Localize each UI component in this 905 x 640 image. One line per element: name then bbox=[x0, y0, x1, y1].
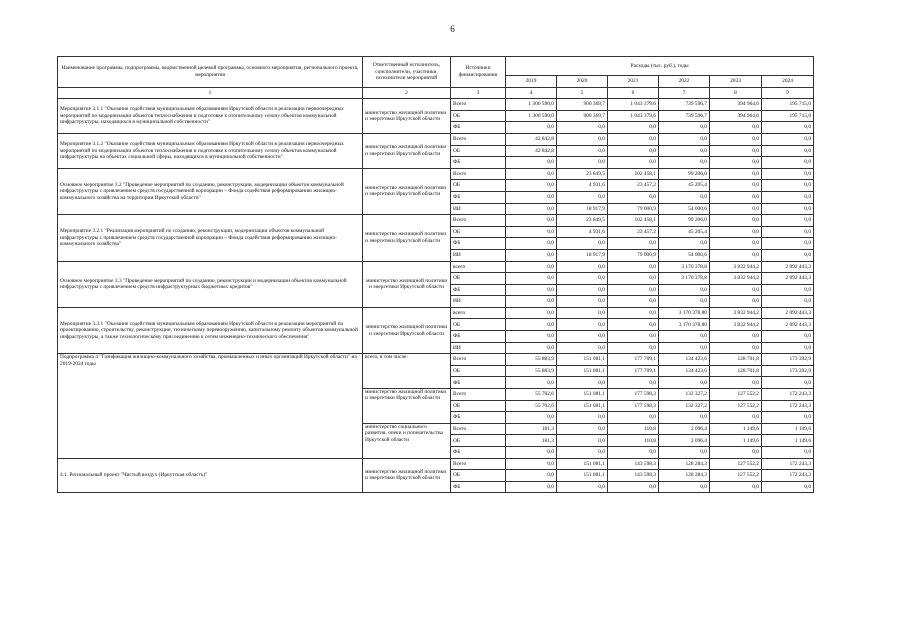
row-value-cell: 0,0 bbox=[506, 481, 557, 493]
row-value-cell: 0,0 bbox=[762, 122, 814, 134]
row-value-cell: 0,0 bbox=[506, 319, 557, 331]
row-value-cell: 0,0 bbox=[506, 377, 557, 389]
table-row bbox=[58, 261, 814, 273]
row-source-cell: всего bbox=[451, 261, 506, 273]
row-value-cell: 3 832 944,2 bbox=[710, 307, 762, 319]
row-value-cell: 900 369,7 bbox=[557, 99, 608, 111]
row-source-cell: Всего bbox=[451, 215, 506, 227]
row-value-cell: 0,0 bbox=[557, 122, 608, 134]
row-value-cell: 45 205,4 bbox=[659, 226, 710, 238]
row-source-cell: ФБ bbox=[451, 122, 506, 134]
row-value-cell: 0,0 bbox=[762, 377, 814, 389]
row-value-cell: 3 832 944,2 bbox=[710, 261, 762, 273]
row-value-cell: 0,0 bbox=[506, 331, 557, 343]
row-value-cell: 2 092 443,3 bbox=[762, 319, 814, 331]
row-value-cell: 99 206,0 bbox=[659, 168, 710, 180]
row-value-cell: 79 000,9 bbox=[608, 249, 659, 261]
row-executor-cell: министерство жилищной политики и энергетики Иркутской области bbox=[363, 133, 451, 168]
row-source-cell: ОБ bbox=[451, 273, 506, 285]
row-value-cell: 0,0 bbox=[557, 423, 608, 435]
row-value-cell: 0,0 bbox=[710, 122, 762, 134]
row-value-cell: 18 917,9 bbox=[557, 249, 608, 261]
row-value-cell: 0,0 bbox=[608, 284, 659, 296]
row-value-cell: 0,0 bbox=[710, 342, 762, 354]
row-source-cell: Всего bbox=[451, 458, 506, 470]
row-value-cell: 0,0 bbox=[762, 168, 814, 180]
column-index: 6 bbox=[608, 87, 659, 99]
row-value-cell: 4 931,6 bbox=[557, 226, 608, 238]
row-value-cell: 0,0 bbox=[762, 296, 814, 308]
row-value-cell: 0,0 bbox=[659, 481, 710, 493]
row-value-cell: 0,0 bbox=[762, 342, 814, 354]
row-value-cell: 739 596,7 bbox=[659, 99, 710, 111]
row-value-cell: 0,0 bbox=[608, 342, 659, 354]
row-value-cell: 0,0 bbox=[659, 238, 710, 250]
header-source: Источники финансирования bbox=[451, 57, 506, 88]
row-value-cell: 0,0 bbox=[659, 447, 710, 459]
header-year: 2024 bbox=[762, 76, 814, 88]
row-source-cell: ФБ bbox=[451, 447, 506, 459]
row-value-cell: 0,0 bbox=[710, 481, 762, 493]
table-row bbox=[58, 133, 814, 145]
row-value-cell: 0,0 bbox=[608, 412, 659, 424]
row-value-cell: 0,0 bbox=[608, 319, 659, 331]
row-value-cell: 0,0 bbox=[608, 261, 659, 273]
row-value-cell: 132 327,2 bbox=[659, 389, 710, 401]
row-value-cell: 1 149,6 bbox=[762, 435, 814, 447]
row-source-cell: Всего bbox=[451, 133, 506, 145]
row-value-cell: 127 552,2 bbox=[710, 400, 762, 412]
row-value-cell: 0,0 bbox=[710, 226, 762, 238]
row-value-cell: 0,0 bbox=[710, 447, 762, 459]
table-row bbox=[58, 458, 814, 470]
row-value-cell: 0,0 bbox=[506, 447, 557, 459]
row-value-cell: 177 598,3 bbox=[608, 400, 659, 412]
row-value-cell: 127 552,2 bbox=[710, 458, 762, 470]
row-value-cell: 128 284,3 bbox=[659, 470, 710, 482]
row-value-cell: 0,0 bbox=[762, 249, 814, 261]
row-source-cell: Всего bbox=[451, 423, 506, 435]
row-value-cell: 172 243,3 bbox=[762, 389, 814, 401]
row-value-cell: 0,0 bbox=[506, 157, 557, 169]
row-value-cell: 0,0 bbox=[762, 447, 814, 459]
row-value-cell: 394 964,6 bbox=[710, 110, 762, 122]
row-value-cell: 0,0 bbox=[608, 133, 659, 145]
column-index: 8 bbox=[710, 87, 762, 99]
row-value-cell: 151 081,1 bbox=[557, 470, 608, 482]
row-value-cell: 0,0 bbox=[557, 377, 608, 389]
row-value-cell: 54 000,6 bbox=[659, 249, 710, 261]
row-value-cell: 0,0 bbox=[608, 331, 659, 343]
row-value-cell: 181,3 bbox=[506, 423, 557, 435]
row-source-cell: Всего bbox=[451, 168, 506, 180]
row-executor-cell: министерство жилищной политики и энергетики Иркутской области bbox=[363, 99, 451, 134]
row-value-cell: 0,0 bbox=[506, 191, 557, 203]
row-value-cell: 0,0 bbox=[557, 133, 608, 145]
row-value-cell: 0,0 bbox=[608, 296, 659, 308]
row-value-cell: 0,0 bbox=[506, 122, 557, 134]
row-value-cell: 0,0 bbox=[710, 284, 762, 296]
row-value-cell: 55 883,9 bbox=[506, 354, 557, 366]
row-value-cell: 0,0 bbox=[557, 273, 608, 285]
row-value-cell: 181,3 bbox=[506, 435, 557, 447]
row-value-cell: 0,0 bbox=[506, 238, 557, 250]
row-value-cell: 0,0 bbox=[608, 447, 659, 459]
row-value-cell: 0,0 bbox=[659, 122, 710, 134]
column-index-row bbox=[58, 87, 814, 99]
row-value-cell: 23 457,2 bbox=[608, 226, 659, 238]
row-executor-cell: министерство жилищной политики и энергетики Иркутской области bbox=[363, 215, 451, 261]
column-index: 7 bbox=[659, 87, 710, 99]
row-value-cell: 0,0 bbox=[659, 342, 710, 354]
row-value-cell: 0,0 bbox=[557, 319, 608, 331]
row-value-cell: 3 170 378,80 bbox=[659, 319, 710, 331]
row-source-cell: ИИ bbox=[451, 203, 506, 215]
row-source-cell: ОБ bbox=[451, 226, 506, 238]
row-value-cell: 0,0 bbox=[506, 273, 557, 285]
header-executor: Ответственный исполнитель, соисполнители, участники, исполнители мероприятий bbox=[363, 57, 451, 88]
row-value-cell: 42 842,8 bbox=[506, 133, 557, 145]
row-value-cell: 132 327,2 bbox=[659, 400, 710, 412]
row-value-cell: 177 709,1 bbox=[608, 354, 659, 366]
row-source-cell: Всего bbox=[451, 99, 506, 111]
row-value-cell: 0,0 bbox=[762, 191, 814, 203]
row-value-cell: 0,0 bbox=[557, 481, 608, 493]
row-source-cell: ФБ bbox=[451, 238, 506, 250]
row-value-cell: 0,0 bbox=[506, 342, 557, 354]
row-value-cell: 0,0 bbox=[762, 215, 814, 227]
row-value-cell: 195 715,0 bbox=[762, 99, 814, 111]
row-value-cell: 18 917,9 bbox=[557, 203, 608, 215]
row-value-cell: 110,8 bbox=[608, 423, 659, 435]
row-name-cell: 4.1. Региональный проект "Чистый воздух (Иркутская область)" bbox=[58, 458, 363, 493]
row-value-cell: 0,0 bbox=[762, 226, 814, 238]
header-year: 2022 bbox=[659, 76, 710, 88]
page-number: 6 bbox=[450, 24, 455, 34]
row-value-cell: 2 092 443,3 bbox=[762, 261, 814, 273]
row-value-cell: 0,0 bbox=[506, 261, 557, 273]
row-value-cell: 0,0 bbox=[710, 238, 762, 250]
row-source-cell: Всего bbox=[451, 389, 506, 401]
row-value-cell: 0,0 bbox=[506, 215, 557, 227]
row-executor-cell: министерство жилищной политики и энергетики Иркутской области bbox=[363, 307, 451, 353]
row-source-cell: ФБ bbox=[451, 331, 506, 343]
row-value-cell: 172 243,3 bbox=[762, 458, 814, 470]
row-value-cell: 0,0 bbox=[710, 296, 762, 308]
row-executor-cell: всего, в том числе: bbox=[363, 354, 451, 389]
row-value-cell: 0,0 bbox=[762, 145, 814, 157]
row-source-cell: ИИ bbox=[451, 296, 506, 308]
row-value-cell: 0,0 bbox=[710, 377, 762, 389]
row-value-cell: 1 300 590,0 bbox=[506, 99, 557, 111]
row-value-cell: 1 149,6 bbox=[762, 423, 814, 435]
row-value-cell: 23 849,5 bbox=[557, 215, 608, 227]
row-value-cell: 0,0 bbox=[506, 458, 557, 470]
row-value-cell: 0,0 bbox=[608, 307, 659, 319]
row-executor-cell: министерство социального развития, опеки и попечительства Иркутской области bbox=[363, 423, 451, 458]
table-header bbox=[58, 57, 814, 99]
row-value-cell: 0,0 bbox=[710, 133, 762, 145]
row-source-cell: ОБ bbox=[451, 435, 506, 447]
row-value-cell: 1 149,6 bbox=[710, 423, 762, 435]
row-value-cell: 0,0 bbox=[710, 168, 762, 180]
row-value-cell: 2 096,4 bbox=[659, 423, 710, 435]
row-value-cell: 55 883,9 bbox=[506, 365, 557, 377]
row-value-cell: 128 701,8 bbox=[710, 354, 762, 366]
row-value-cell: 0,0 bbox=[557, 296, 608, 308]
row-source-cell: ФБ bbox=[451, 377, 506, 389]
row-value-cell: 0,0 bbox=[710, 249, 762, 261]
row-value-cell: 0,0 bbox=[659, 133, 710, 145]
row-value-cell: 0,0 bbox=[710, 331, 762, 343]
row-value-cell: 394 964,6 bbox=[710, 99, 762, 111]
row-value-cell: 0,0 bbox=[557, 284, 608, 296]
row-value-cell: 0,0 bbox=[608, 145, 659, 157]
row-source-cell: ОБ bbox=[451, 110, 506, 122]
row-value-cell: 23 849,5 bbox=[557, 168, 608, 180]
column-index: 3 bbox=[451, 87, 506, 99]
row-value-cell: 0,0 bbox=[710, 203, 762, 215]
table-row bbox=[58, 354, 814, 366]
row-value-cell: 0,0 bbox=[557, 331, 608, 343]
row-value-cell: 0,0 bbox=[557, 191, 608, 203]
row-source-cell: ОБ bbox=[451, 470, 506, 482]
row-value-cell: 0,0 bbox=[659, 157, 710, 169]
row-value-cell: 102 458,1 bbox=[608, 168, 659, 180]
row-value-cell: 0,0 bbox=[608, 377, 659, 389]
row-value-cell: 134 423,6 bbox=[659, 365, 710, 377]
row-source-cell: ФБ bbox=[451, 412, 506, 424]
row-value-cell: 55 702,6 bbox=[506, 400, 557, 412]
row-value-cell: 1 043 379,6 bbox=[608, 99, 659, 111]
row-value-cell: 0,0 bbox=[659, 412, 710, 424]
column-index: 1 bbox=[58, 87, 363, 99]
row-value-cell: 151 081,1 bbox=[557, 389, 608, 401]
row-value-cell: 0,0 bbox=[608, 481, 659, 493]
row-value-cell: 900 369,7 bbox=[557, 110, 608, 122]
table-row bbox=[58, 99, 814, 111]
table-row bbox=[58, 168, 814, 180]
subprogram-name-cell: Подпрограмма 4 "Газификация жилищно-коммунального хозяйства, промышленных и иных организаций Иркутской области" на 2019-2024 годы bbox=[58, 354, 363, 458]
row-value-cell: 739 596,7 bbox=[659, 110, 710, 122]
row-value-cell: 173 392,9 bbox=[762, 365, 814, 377]
row-value-cell: 0,0 bbox=[762, 412, 814, 424]
budget-table bbox=[57, 56, 814, 493]
row-value-cell: 134 423,6 bbox=[659, 354, 710, 366]
row-value-cell: 0,0 bbox=[659, 377, 710, 389]
row-value-cell: 0,0 bbox=[506, 470, 557, 482]
header-year: 2021 bbox=[608, 76, 659, 88]
row-source-cell: ИИ bbox=[451, 249, 506, 261]
row-value-cell: 79 000,9 bbox=[608, 203, 659, 215]
row-value-cell: 0,0 bbox=[557, 412, 608, 424]
row-value-cell: 127 552,2 bbox=[710, 470, 762, 482]
header-name: Наименование программы, подпрограммы, ведомственной целевой программы, основного мероприятия, регионального проекта, мероприятия bbox=[58, 57, 363, 88]
row-value-cell: 172 243,3 bbox=[762, 400, 814, 412]
row-value-cell: 2 092 443,3 bbox=[762, 307, 814, 319]
row-value-cell: 0,0 bbox=[762, 331, 814, 343]
table-row bbox=[58, 307, 814, 319]
row-value-cell: 3 170 378,8 bbox=[659, 261, 710, 273]
row-value-cell: 127 552,2 bbox=[710, 389, 762, 401]
row-value-cell: 3 170 378,8 bbox=[659, 273, 710, 285]
row-value-cell: 0,0 bbox=[762, 238, 814, 250]
row-executor-cell: министерство жилищной политики и энергетики Иркутской области bbox=[363, 389, 451, 424]
row-value-cell: 177 709,1 bbox=[608, 365, 659, 377]
row-value-cell: 177 598,3 bbox=[608, 389, 659, 401]
row-value-cell: 3 170 378,80 bbox=[659, 307, 710, 319]
row-value-cell: 0,0 bbox=[710, 191, 762, 203]
column-index: 4 bbox=[506, 87, 557, 99]
row-name-cell: Мероприятие 3.1.2 "Оказание содействия муниципальным образованиям Иркутской области в реализации первоочередных мероприятий по модернизации объектов теплоснабжения и подготовке к отопительному сезону объектов коммунальной инфраструктуры на объектах социальной сферы, находящихся в муниципальной собственности" bbox=[58, 133, 363, 168]
row-value-cell: 151 081,1 bbox=[557, 400, 608, 412]
row-value-cell: 143 598,3 bbox=[608, 458, 659, 470]
row-value-cell: 128 284,3 bbox=[659, 458, 710, 470]
row-value-cell: 0,0 bbox=[710, 215, 762, 227]
row-value-cell: 0,0 bbox=[659, 145, 710, 157]
row-value-cell: 0,0 bbox=[659, 331, 710, 343]
row-value-cell: 151 081,1 bbox=[557, 354, 608, 366]
row-value-cell: 0,0 bbox=[557, 157, 608, 169]
row-value-cell: 0,0 bbox=[557, 261, 608, 273]
table-body bbox=[58, 99, 814, 493]
row-value-cell: 0,0 bbox=[506, 296, 557, 308]
row-value-cell: 0,0 bbox=[710, 157, 762, 169]
row-source-cell: ОБ bbox=[451, 400, 506, 412]
row-value-cell: 0,0 bbox=[557, 307, 608, 319]
row-value-cell: 45 205,4 bbox=[659, 180, 710, 192]
row-value-cell: 0,0 bbox=[506, 226, 557, 238]
row-value-cell: 0,0 bbox=[506, 307, 557, 319]
row-value-cell: 0,0 bbox=[506, 284, 557, 296]
row-value-cell: 0,0 bbox=[762, 481, 814, 493]
row-value-cell: 0,0 bbox=[659, 284, 710, 296]
row-value-cell: 42 842,8 bbox=[506, 145, 557, 157]
row-value-cell: 2 092 443,3 bbox=[762, 273, 814, 285]
row-value-cell: 1 149,6 bbox=[710, 435, 762, 447]
row-value-cell: 0,0 bbox=[506, 412, 557, 424]
row-value-cell: 1 043 379,6 bbox=[608, 110, 659, 122]
row-value-cell: 23 457,2 bbox=[608, 180, 659, 192]
row-value-cell: 0,0 bbox=[608, 238, 659, 250]
row-value-cell: 0,0 bbox=[762, 203, 814, 215]
row-name-cell: Мероприятие 3.3.1 "Оказание содействия муниципальным образованиям Иркутской области в реализации мероприятий по проектированию, строительству, реконструкции, техническому перевооружению, капитальному ремонту объектов коммунальной инфраструктуры, а также технологическому присоединению к сетям инженерно-технического обеспечения" bbox=[58, 307, 363, 353]
row-value-cell: 1 300 590,0 bbox=[506, 110, 557, 122]
row-value-cell: 0,0 bbox=[557, 145, 608, 157]
row-value-cell: 151 081,1 bbox=[557, 458, 608, 470]
row-value-cell: 0,0 bbox=[557, 238, 608, 250]
row-value-cell: 55 702,6 bbox=[506, 389, 557, 401]
row-source-cell: ОБ bbox=[451, 365, 506, 377]
row-value-cell: 0,0 bbox=[608, 157, 659, 169]
row-executor-cell: министерство жилищной политики и энергетики Иркутской области bbox=[363, 168, 451, 214]
row-value-cell: 0,0 bbox=[762, 157, 814, 169]
row-value-cell: 0,0 bbox=[710, 145, 762, 157]
row-value-cell: 172 243,3 bbox=[762, 470, 814, 482]
row-value-cell: 0,0 bbox=[762, 284, 814, 296]
row-source-cell: ОБ bbox=[451, 319, 506, 331]
row-value-cell: 0,0 bbox=[506, 203, 557, 215]
row-source-cell: ИИ bbox=[451, 342, 506, 354]
row-name-cell: Основное мероприятие 3.3 "Проведение мероприятий по созданию, реконструкции и модернизации объектов коммунальной инфраструктуры с привлечением средств инфраструктурных бюджетных кредитов" bbox=[58, 261, 363, 307]
row-value-cell: 128 701,8 bbox=[710, 365, 762, 377]
row-value-cell: 173 392,9 bbox=[762, 354, 814, 366]
row-value-cell: 99 206,0 bbox=[659, 215, 710, 227]
row-value-cell: 0,0 bbox=[608, 122, 659, 134]
row-value-cell: 3 832 944,2 bbox=[710, 273, 762, 285]
row-value-cell: 0,0 bbox=[762, 180, 814, 192]
row-value-cell: 195 715,0 bbox=[762, 110, 814, 122]
row-source-cell: ФБ bbox=[451, 191, 506, 203]
row-value-cell: 0,0 bbox=[710, 180, 762, 192]
row-source-cell: ОБ bbox=[451, 145, 506, 157]
row-value-cell: 0,0 bbox=[762, 133, 814, 145]
column-index: 2 bbox=[363, 87, 451, 99]
row-value-cell: 54 000,6 bbox=[659, 203, 710, 215]
row-value-cell: 110,8 bbox=[608, 435, 659, 447]
row-value-cell: 102 458,1 bbox=[608, 215, 659, 227]
row-source-cell: ФБ bbox=[451, 481, 506, 493]
row-name-cell: Основное мероприятие 3.2 "Проведение мероприятий по созданию, реконструкции, модернизации объектов коммунальной инфраструктуры с привлечением средств государственной корпорации – Фонда содействия реформированию жилищно-коммунального хозяйства на территории Иркутской области" bbox=[58, 168, 363, 214]
row-value-cell: 0,0 bbox=[557, 342, 608, 354]
table-row bbox=[58, 215, 814, 227]
row-source-cell: ФБ bbox=[451, 284, 506, 296]
row-executor-cell: министерство жилищной политики и энергетики Иркутской области bbox=[363, 458, 451, 493]
header-year: 2020 bbox=[557, 76, 608, 88]
row-value-cell: 4 931,6 bbox=[557, 180, 608, 192]
row-value-cell: 0,0 bbox=[557, 447, 608, 459]
row-value-cell: 0,0 bbox=[506, 249, 557, 261]
row-name-cell: Мероприятие 3.1.1 "Оказание содействия муниципальным образованиям Иркутской области в реализации первоочередных мероприятий по модернизации объектов теплоснабжения и подготовке к отопительному сезону объектов коммунальной инфраструктуры, находящихся в муниципальной собственности" bbox=[58, 99, 363, 134]
row-value-cell: 0,0 bbox=[506, 168, 557, 180]
row-value-cell: 3 832 944,2 bbox=[710, 319, 762, 331]
row-value-cell: 151 081,1 bbox=[557, 365, 608, 377]
row-value-cell: 0,0 bbox=[659, 296, 710, 308]
row-value-cell: 0,0 bbox=[710, 412, 762, 424]
row-value-cell: 0,0 bbox=[659, 191, 710, 203]
header-year: 2023 bbox=[710, 76, 762, 88]
column-index: 9 bbox=[762, 87, 814, 99]
row-name-cell: Мероприятие 3.2.1 "Реализация мероприятий по созданию, реконструкции, модернизации объектов коммунальной инфраструктуры с привлечением средств государственной корпорации – Фонда содействия реформированию жилищно-коммунального хозяйства" bbox=[58, 215, 363, 261]
row-source-cell: всего bbox=[451, 307, 506, 319]
header-expenses: Расходы (тыс. руб.), годы bbox=[506, 57, 814, 76]
row-value-cell: 2 096,4 bbox=[659, 435, 710, 447]
row-value-cell: 0,0 bbox=[608, 191, 659, 203]
row-value-cell: 143 598,3 bbox=[608, 470, 659, 482]
row-source-cell: ФБ bbox=[451, 157, 506, 169]
row-value-cell: 0,0 bbox=[608, 273, 659, 285]
header-year: 2019 bbox=[506, 76, 557, 88]
row-value-cell: 0,0 bbox=[506, 180, 557, 192]
row-source-cell: ОБ bbox=[451, 180, 506, 192]
row-value-cell: 0,0 bbox=[557, 435, 608, 447]
row-source-cell: Всего bbox=[451, 354, 506, 366]
row-executor-cell: министерство жилищной политики и энергетики Иркутской области bbox=[363, 261, 451, 307]
column-index: 5 bbox=[557, 87, 608, 99]
